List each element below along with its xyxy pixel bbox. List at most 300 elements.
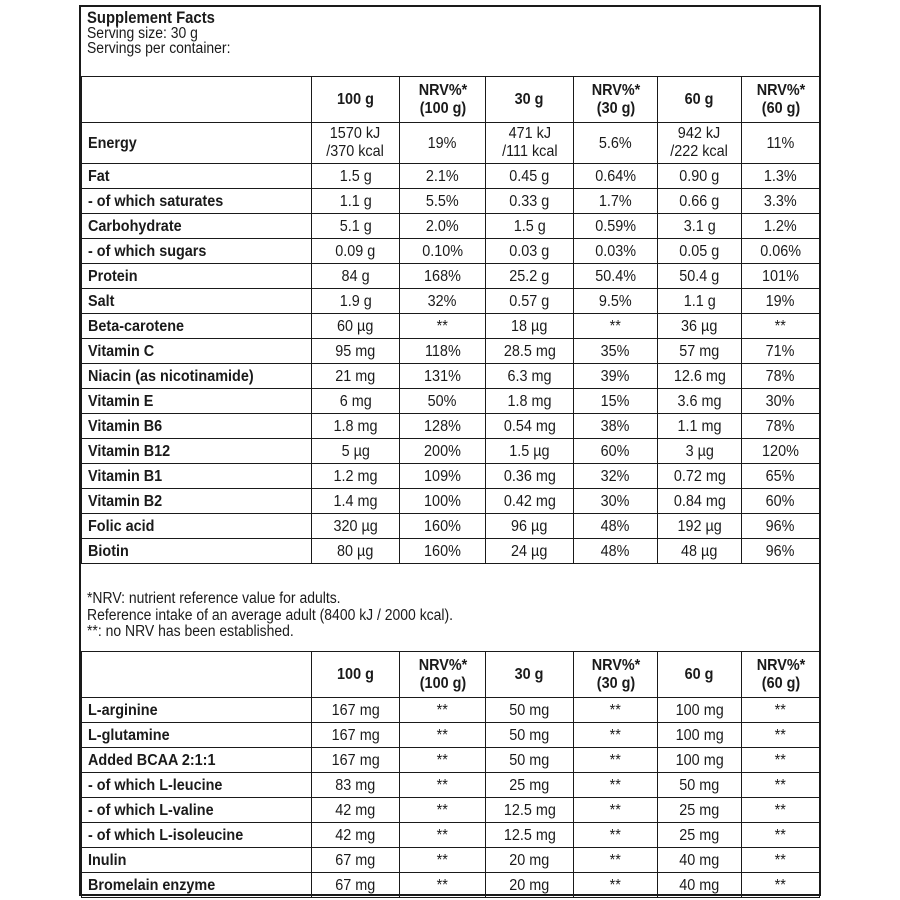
value-cell (312, 289, 400, 314)
value-cell (742, 264, 820, 289)
cell-text: Protein (88, 267, 138, 285)
row-label (82, 239, 312, 264)
value-cell (658, 414, 742, 439)
cell-text: 2.0% (426, 217, 459, 235)
cell-text: NRV%* (30 g) (591, 81, 640, 117)
value-cell (742, 389, 820, 414)
cell-text: 83 mg (335, 776, 376, 794)
value-cell (658, 239, 742, 264)
nutrient-row (82, 314, 820, 339)
cell-text: 6.3 mg (507, 367, 552, 385)
cell-text: 1.5 µg (509, 442, 550, 460)
footnotes (81, 587, 819, 651)
cell-text: 100 mg (675, 751, 724, 769)
value-cell (400, 214, 486, 239)
cell-text: - of which L-valine (88, 801, 214, 819)
ingredient-row (82, 798, 820, 823)
value-cell (658, 214, 742, 239)
cell-text: Vitamin B6 (88, 417, 163, 435)
value-cell (574, 489, 658, 514)
value-cell (486, 189, 574, 214)
cell-text: ** (609, 801, 622, 819)
cell-text: 131% (424, 367, 461, 385)
value-cell (574, 439, 658, 464)
cell-text: 50.4 g (679, 267, 720, 285)
value-cell (574, 364, 658, 389)
nutrient-row (82, 389, 820, 414)
cell-text: 1.5 g (513, 217, 546, 235)
value-cell (312, 514, 400, 539)
cell-text: 0.45 g (509, 167, 550, 185)
value-cell (312, 798, 400, 823)
value-cell (486, 798, 574, 823)
value-cell (574, 773, 658, 798)
cell-text: 48% (601, 517, 630, 535)
row-label (82, 164, 312, 189)
value-cell (658, 773, 742, 798)
value-cell (486, 773, 574, 798)
cell-text: Bromelain enzyme (88, 876, 216, 894)
cell-text: 0.59% (595, 217, 636, 235)
cell-text: 30% (766, 392, 795, 410)
value-cell (400, 848, 486, 873)
cell-text: - of which L-leucine (88, 776, 223, 794)
value-cell (312, 214, 400, 239)
cell-text: 96% (766, 542, 795, 560)
ingredient-row (82, 873, 820, 898)
ingredient-row (82, 823, 820, 848)
panel-header (81, 7, 819, 76)
cell-text: 28.5 mg (503, 342, 556, 360)
row-label (82, 723, 312, 748)
ingredient-row (82, 748, 820, 773)
footnote-nrv: *NRV: nutrient reference value for adults. (87, 590, 341, 607)
cell-text: 0.03% (595, 242, 636, 260)
value-cell (658, 439, 742, 464)
value-cell (486, 389, 574, 414)
cell-text: 0.09 g (335, 242, 376, 260)
row-label (82, 823, 312, 848)
value-cell (400, 414, 486, 439)
value-cell (574, 798, 658, 823)
cell-text: Niacin (as nicotinamide) (88, 367, 254, 385)
value-cell (312, 723, 400, 748)
cell-text: 3.3% (764, 192, 797, 210)
cell-text: 5.1 g (339, 217, 372, 235)
cell-text: 200% (424, 442, 461, 460)
cell-text: 3.1 g (683, 217, 716, 235)
value-cell (658, 698, 742, 723)
cell-text: 67 mg (335, 851, 376, 869)
value-cell (486, 239, 574, 264)
value-cell (742, 723, 820, 748)
cell-text: 19% (428, 134, 457, 152)
cell-text: ** (774, 726, 787, 744)
cell-text: 20 mg (509, 876, 550, 894)
value-cell (574, 698, 658, 723)
row-label (82, 364, 312, 389)
value-cell (574, 823, 658, 848)
cell-text: 42 mg (335, 801, 376, 819)
cell-text: Vitamin B2 (88, 492, 163, 510)
cell-text: 65% (766, 467, 795, 485)
row-label (82, 464, 312, 489)
cell-text: 0.66 g (679, 192, 720, 210)
cell-text: 167 mg (331, 701, 380, 719)
cell-text: 1.3% (764, 167, 797, 185)
value-cell (400, 464, 486, 489)
nutrition-table (81, 76, 820, 564)
cell-text: 2.1% (426, 167, 459, 185)
servings-per-container: Servings per container: (87, 40, 231, 57)
value-cell (400, 748, 486, 773)
value-cell (312, 439, 400, 464)
value-cell (312, 314, 400, 339)
cell-text: ** (609, 876, 622, 894)
value-cell (486, 314, 574, 339)
value-cell (742, 364, 820, 389)
cell-text: 50 mg (679, 776, 720, 794)
cell-text: 5.5% (426, 192, 459, 210)
cell-text: 0.03 g (509, 242, 550, 260)
cell-text: 3 µg (685, 442, 714, 460)
value-cell (742, 823, 820, 848)
column-header (400, 77, 486, 123)
value-cell (574, 464, 658, 489)
column-header (82, 77, 312, 123)
cell-text: Carbohydrate (88, 217, 182, 235)
row-label (82, 848, 312, 873)
cell-text: ** (609, 776, 622, 794)
cell-text: 60 µg (337, 317, 374, 335)
cell-text: - of which L-isoleucine (88, 826, 244, 844)
nutrient-row (82, 364, 820, 389)
value-cell (312, 823, 400, 848)
value-cell (312, 123, 400, 164)
value-cell (574, 723, 658, 748)
row-label (82, 748, 312, 773)
cell-text: 0.64% (595, 167, 636, 185)
value-cell (312, 264, 400, 289)
supplement-facts-panel (79, 5, 821, 896)
cell-text: - of which saturates (88, 192, 224, 210)
cell-text: 12.6 mg (673, 367, 726, 385)
value-cell (312, 164, 400, 189)
cell-text: 50% (428, 392, 457, 410)
value-cell (400, 873, 486, 898)
cell-text: 60 g (685, 666, 714, 683)
cell-text: 1.1 mg (677, 417, 722, 435)
cell-text: 0.54 mg (503, 417, 556, 435)
value-cell (400, 364, 486, 389)
cell-text: 0.10% (422, 242, 463, 260)
value-cell (486, 698, 574, 723)
cell-text: Vitamin B12 (88, 442, 171, 460)
cell-text: 101% (762, 267, 799, 285)
value-cell (574, 539, 658, 564)
cell-text: 39% (601, 367, 630, 385)
value-cell (658, 723, 742, 748)
value-cell (742, 239, 820, 264)
value-cell (312, 414, 400, 439)
value-cell (400, 514, 486, 539)
cell-text: 32% (428, 292, 457, 310)
cell-text: 25.2 g (509, 267, 550, 285)
footnote-no-nrv: **: no NRV has been established. (87, 623, 294, 640)
column-header (82, 652, 312, 698)
cell-text: 67 mg (335, 876, 376, 894)
cell-text: 42 mg (335, 826, 376, 844)
column-header (312, 77, 400, 123)
ingredient-row (82, 698, 820, 723)
value-cell (742, 123, 820, 164)
cell-text: 18 µg (511, 317, 548, 335)
nutrient-row (82, 514, 820, 539)
value-cell (742, 539, 820, 564)
cell-text: ** (774, 826, 787, 844)
cell-text: 1.8 mg (333, 417, 378, 435)
cell-text: 5 µg (341, 442, 370, 460)
cell-text: 50 mg (509, 701, 550, 719)
cell-text: 0.84 mg (673, 492, 726, 510)
value-cell (742, 848, 820, 873)
value-cell (574, 123, 658, 164)
value-cell (400, 773, 486, 798)
cell-text: 25 mg (679, 826, 720, 844)
ingredient-row (82, 848, 820, 873)
column-header (486, 652, 574, 698)
cell-text: ** (436, 751, 449, 769)
cell-text: 36 µg (681, 317, 718, 335)
value-cell (658, 189, 742, 214)
cell-text: 19% (766, 292, 795, 310)
cell-text: ** (774, 851, 787, 869)
cell-text: ** (609, 317, 622, 335)
cell-text: NRV%* (100 g) (418, 656, 467, 692)
nutrient-row (82, 264, 820, 289)
row-label (82, 264, 312, 289)
cell-text: Energy (88, 134, 137, 152)
cell-text: NRV%* (60 g) (756, 656, 805, 692)
cell-text: 25 mg (679, 801, 720, 819)
value-cell (742, 289, 820, 314)
value-cell (486, 464, 574, 489)
value-cell (400, 489, 486, 514)
value-cell (658, 748, 742, 773)
value-cell (400, 539, 486, 564)
cell-text: 192 µg (677, 517, 722, 535)
cell-text: 1.2% (764, 217, 797, 235)
value-cell (312, 873, 400, 898)
column-header (742, 652, 820, 698)
value-cell (574, 414, 658, 439)
value-cell (742, 798, 820, 823)
value-cell (742, 164, 820, 189)
cell-text: 50.4% (595, 267, 636, 285)
cell-text: 50 mg (509, 726, 550, 744)
cell-text: 24 µg (511, 542, 548, 560)
value-cell (658, 798, 742, 823)
cell-text: 1570 kJ /370 kcal (326, 125, 385, 160)
value-cell (486, 414, 574, 439)
cell-text: Fat (88, 167, 110, 185)
value-cell (658, 289, 742, 314)
row-label (82, 439, 312, 464)
row-label (82, 414, 312, 439)
cell-text: 84 g (341, 267, 370, 285)
cell-text: Vitamin C (88, 342, 155, 360)
value-cell (400, 123, 486, 164)
cell-text: ** (436, 851, 449, 869)
cell-text: 0.05 g (679, 242, 720, 260)
value-cell (742, 873, 820, 898)
value-cell (312, 848, 400, 873)
cell-text: 109% (424, 467, 461, 485)
cell-text: L-glutamine (88, 726, 170, 744)
nutrient-row (82, 439, 820, 464)
value-cell (400, 823, 486, 848)
cell-text: 71% (766, 342, 795, 360)
value-cell (486, 514, 574, 539)
cell-text: 35% (601, 342, 630, 360)
cell-text: 38% (601, 417, 630, 435)
cell-text: 168% (424, 267, 461, 285)
cell-text: 167 mg (331, 726, 380, 744)
column-header (574, 652, 658, 698)
panel-title: Supplement Facts (87, 9, 215, 27)
cell-text: 160% (424, 542, 461, 560)
cell-text: 1.2 mg (333, 467, 378, 485)
value-cell (486, 748, 574, 773)
cell-text: 471 kJ /111 kcal (501, 125, 558, 160)
cell-text: Beta-carotene (88, 317, 185, 335)
cell-text: 128% (424, 417, 461, 435)
value-cell (486, 339, 574, 364)
ingredient-row (82, 723, 820, 748)
cell-text: ** (609, 726, 622, 744)
value-cell (486, 123, 574, 164)
value-cell (742, 464, 820, 489)
cell-text: 100% (424, 492, 461, 510)
cell-text: ** (774, 876, 787, 894)
cell-text: 32% (601, 467, 630, 485)
row-label (82, 123, 312, 164)
value-cell (574, 389, 658, 414)
value-cell (658, 164, 742, 189)
value-cell (658, 364, 742, 389)
cell-text: L-arginine (88, 701, 158, 719)
cell-text: - of which sugars (88, 242, 207, 260)
cell-text: 5.6% (599, 134, 632, 152)
nutrient-row (82, 489, 820, 514)
value-cell (312, 464, 400, 489)
column-header (312, 652, 400, 698)
column-header (658, 652, 742, 698)
cell-text: 80 µg (337, 542, 374, 560)
row-label (82, 773, 312, 798)
cell-text: 0.06% (760, 242, 801, 260)
value-cell (312, 748, 400, 773)
value-cell (486, 723, 574, 748)
cell-text: 3.6 mg (677, 392, 722, 410)
column-header (658, 77, 742, 123)
cell-text: ** (436, 701, 449, 719)
cell-text: 1.7% (599, 192, 632, 210)
value-cell (574, 314, 658, 339)
cell-text: 942 kJ /222 kcal (670, 125, 729, 160)
nutrient-row (82, 339, 820, 364)
value-cell (574, 848, 658, 873)
value-cell (400, 189, 486, 214)
value-cell (400, 698, 486, 723)
cell-text: 0.90 g (679, 167, 720, 185)
table-header-row (82, 77, 820, 123)
row-label (82, 798, 312, 823)
value-cell (658, 264, 742, 289)
cell-text: ** (774, 701, 787, 719)
cell-text: 167 mg (331, 751, 380, 769)
value-cell (742, 189, 820, 214)
cell-text: ** (774, 801, 787, 819)
cell-text: 12.5 mg (503, 801, 556, 819)
value-cell (658, 339, 742, 364)
cell-text: 15% (601, 392, 630, 410)
value-cell (574, 164, 658, 189)
cell-text: 118% (424, 342, 461, 360)
value-cell (574, 289, 658, 314)
nutrient-row (82, 464, 820, 489)
value-cell (400, 723, 486, 748)
column-header (742, 77, 820, 123)
cell-text: 25 mg (509, 776, 550, 794)
value-cell (658, 514, 742, 539)
cell-text: ** (609, 751, 622, 769)
cell-text: 48 µg (681, 542, 718, 560)
value-cell (400, 798, 486, 823)
value-cell (486, 164, 574, 189)
table-header-row (82, 652, 820, 698)
value-cell (742, 414, 820, 439)
value-cell (486, 364, 574, 389)
value-cell (312, 698, 400, 723)
nutrient-row (82, 239, 820, 264)
cell-text: ** (774, 317, 787, 335)
value-cell (400, 164, 486, 189)
cell-text: 40 mg (679, 851, 720, 869)
cell-text: 9.5% (599, 292, 632, 310)
value-cell (312, 489, 400, 514)
value-cell (312, 539, 400, 564)
cell-text: 1.1 g (339, 192, 372, 210)
value-cell (400, 389, 486, 414)
cell-text: 96 µg (511, 517, 548, 535)
value-cell (574, 339, 658, 364)
value-cell (574, 873, 658, 898)
cell-text: NRV%* (30 g) (591, 656, 640, 692)
cell-text: 78% (766, 367, 795, 385)
cell-text: 60% (601, 442, 630, 460)
cell-text: 48% (601, 542, 630, 560)
value-cell (742, 339, 820, 364)
value-cell (574, 264, 658, 289)
value-cell (658, 314, 742, 339)
value-cell (658, 873, 742, 898)
cell-text: 30 g (515, 666, 544, 683)
value-cell (486, 289, 574, 314)
cell-text: Salt (88, 292, 115, 310)
cell-text: ** (609, 701, 622, 719)
nutrient-row (82, 123, 820, 164)
